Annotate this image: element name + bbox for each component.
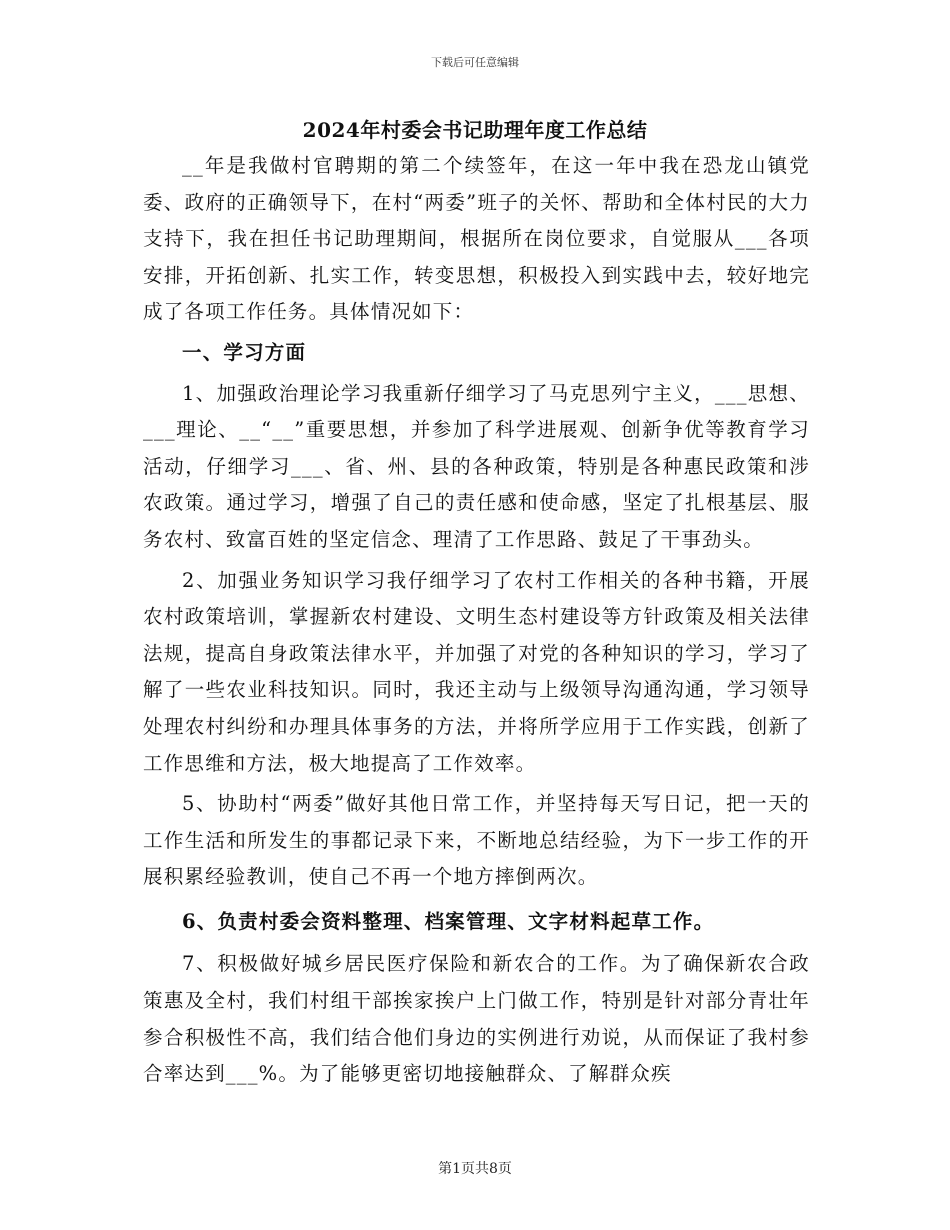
paragraph-intro: __年是我做村官聘期的第二个续签年，在这一年中我在恐龙山镇党委、政府的正确领导下，在村“两委”班子的关怀、帮助和全体村民的大力支持下，我在担任书记助理期间，根据所在岗位要求，自觉服从___各项安排，开拓创新、扎实工作，转变思想，积极投入到实践中去，较好地完成了各项工作任务。具体情况如下：: [143, 154, 810, 324]
page-title: 2024年村委会书记助理年度工作总结: [302, 118, 648, 142]
section-heading-study: 一、学习方面: [182, 340, 307, 364]
paragraph-item-2: 2、加强业务知识学习我仔细学习了农村工作相关的各种书籍，开展农村政策培训，掌握新农村建设、文明生态村建设等方针政策及相关法律法规，提高自身政策法律水平，并加强了对党的各种知识的学习，学习了解了一些农业科技知识。同时，我还主动与上级领导沟通沟通，学习领导处理农村纠纷和办理具体事务的方法，并将所学应用于工作实践，创新了工作思维和方法，极大地提高了工作效率。: [143, 568, 810, 775]
page-footer: 第1页共8页: [438, 1161, 512, 1177]
paragraph-item-5: 5、协助村“两委”做好其他日常工作，并坚持每天写日记，把一天的工作生活和所发生的事都记录下来，不断地总结经验，为下一步工作的开展积累经验教训，使自己不再一个地方摔倒两次。: [143, 792, 810, 889]
document-body: [143, 148, 810, 1093]
paragraph-item-1: 1、加强政治理论学习我重新仔细学习了马克思列宁主义，___思想、___理论、__“__”重要思想，并参加了科学进展观、创新争优等教育学习活动，仔细学习___、省、州、县的各种政策，特别是各种惠民政策和涉农政策。通过学习，增强了自己的责任感和使命感，坚定了扎根基层、服务农村、致富百姓的坚定信念、理清了工作思路、鼓足了干事劲头。: [143, 381, 810, 551]
paragraph-item-7: 7、积极做好城乡居民医疗保险和新农合的工作。为了确保新农合政策惠及全村，我们村组干部挨家挨户上门做工作，特别是针对部分青壮年参合积极性不高，我们结合他们身边的实例进行劝说，从而保证了我村参合率达到___%。为了能够更密切地接触群众、了解群众疾: [143, 952, 810, 1086]
paragraph-item-6: 6、负责村委会资料整理、档案管理、文字材料起草工作。: [182, 909, 715, 933]
header-note: 下载后可任意编辑: [431, 56, 519, 69]
